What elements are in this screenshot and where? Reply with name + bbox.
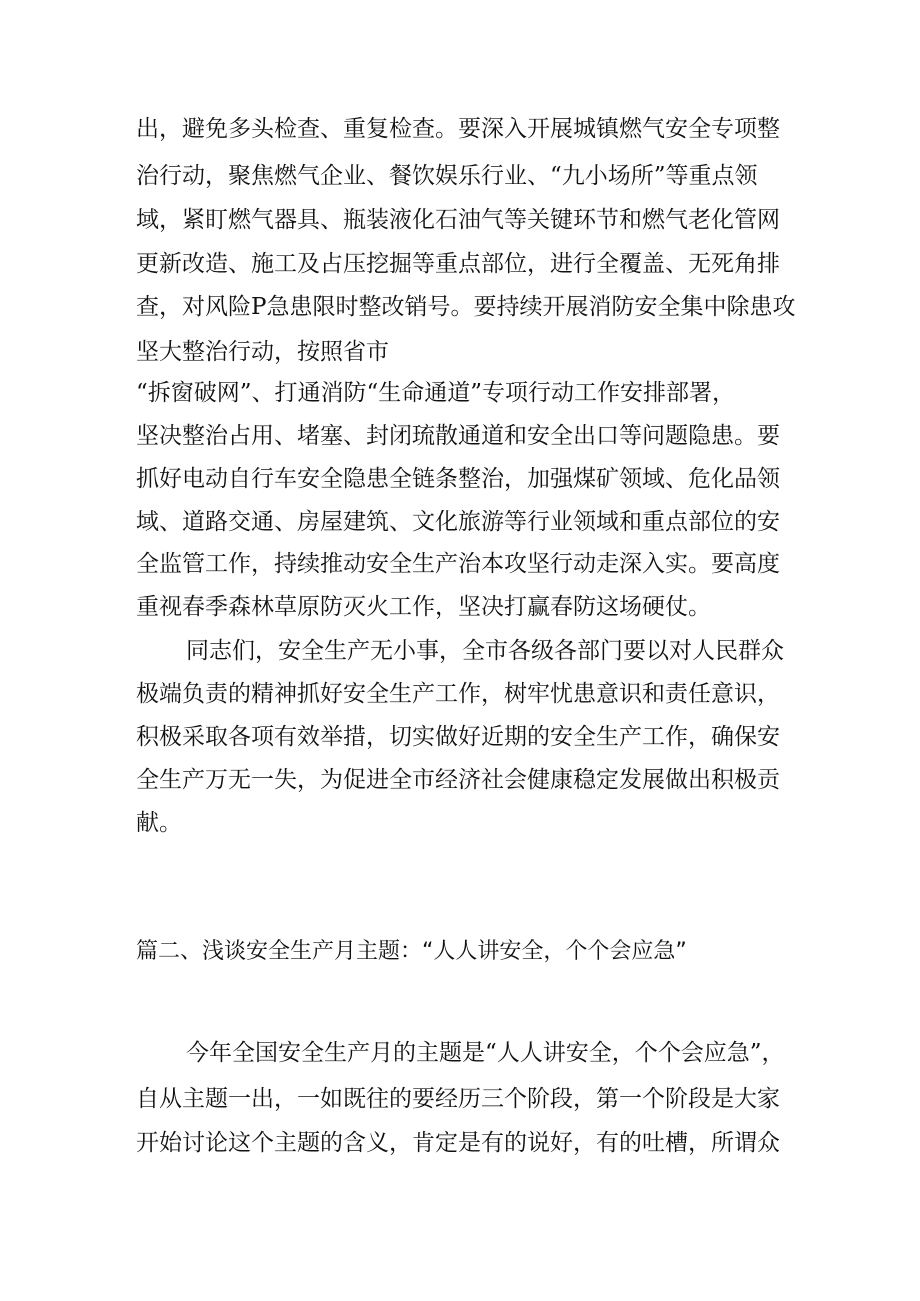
text-line: 查，对风险P急患限时整改销号。要持续开展消防安全集中除患攻: [136, 294, 796, 320]
text-line: 治行动，聚焦燃气企业、餐饮娱乐行业、“九小场所”等重点领: [136, 163, 758, 189]
text-line: 坚大整治行动，按照省市: [136, 339, 389, 365]
text-line: 域、道路交通、房屋建筑、文化旅游等行业领域和重点部位的安: [136, 509, 780, 535]
text-line: 域，紧盯燃气器具、瓶装液化石油气等关键环节和燃气老化管网: [136, 207, 780, 233]
section-heading: 篇二、浅谈安全生产月主题：“人人讲安全，个个会应急”: [136, 939, 687, 964]
text-line: 献。: [136, 810, 182, 836]
text-line: “拆窗破网”、打通消防“生命通道”专项行动工作安排部署，: [136, 380, 736, 406]
text-line: 全生产万无一失，为促进全市经济社会健康稳定发展做出积极贡: [136, 767, 780, 793]
text-line: 开始讨论这个主题的含义，肯定是有的说好，有的吐槽，所谓众: [136, 1130, 780, 1156]
text-line: 坚决整治占用、堵塞、封闭琉散通道和安全出口等问题隐患。要: [136, 423, 780, 449]
text-line: 重视春季森林草原防灭火工作，坚决打赢春防这场硬仗。: [136, 594, 711, 620]
text-line: 今年全国安全生产月的主题是“人人讲安全，个个会应急”，: [186, 1040, 785, 1066]
text-line: 全监管工作，持续推动安全生产治本攻坚行动走深入实。要高度: [136, 551, 780, 577]
text-line: 积极采取各项有效举措，切实做好近期的安全生产工作，确保安: [136, 724, 780, 750]
text-line: 更新改造、施工及占压挖掘等重点部位，进行全覆盖、无死角排: [136, 251, 780, 277]
text-line: 极端负责的精神抓好安全生产工作，树牢忧患意识和责任意识，: [136, 681, 780, 707]
text-line: 自从主题一出，一如既往的要经历三个阶段，第一个阶段是大家: [136, 1086, 780, 1112]
text-line: 同志们，安全生产无小事，全市各级各部门要以对人民群众: [186, 638, 784, 664]
text-line: 出，避免多头检查、重复检查。要深入开展城镇燃气安全专项整: [136, 116, 780, 142]
text-line: 抓好电动自行车安全隐患全链条整治，加强煤矿领域、危化品领: [136, 466, 780, 492]
